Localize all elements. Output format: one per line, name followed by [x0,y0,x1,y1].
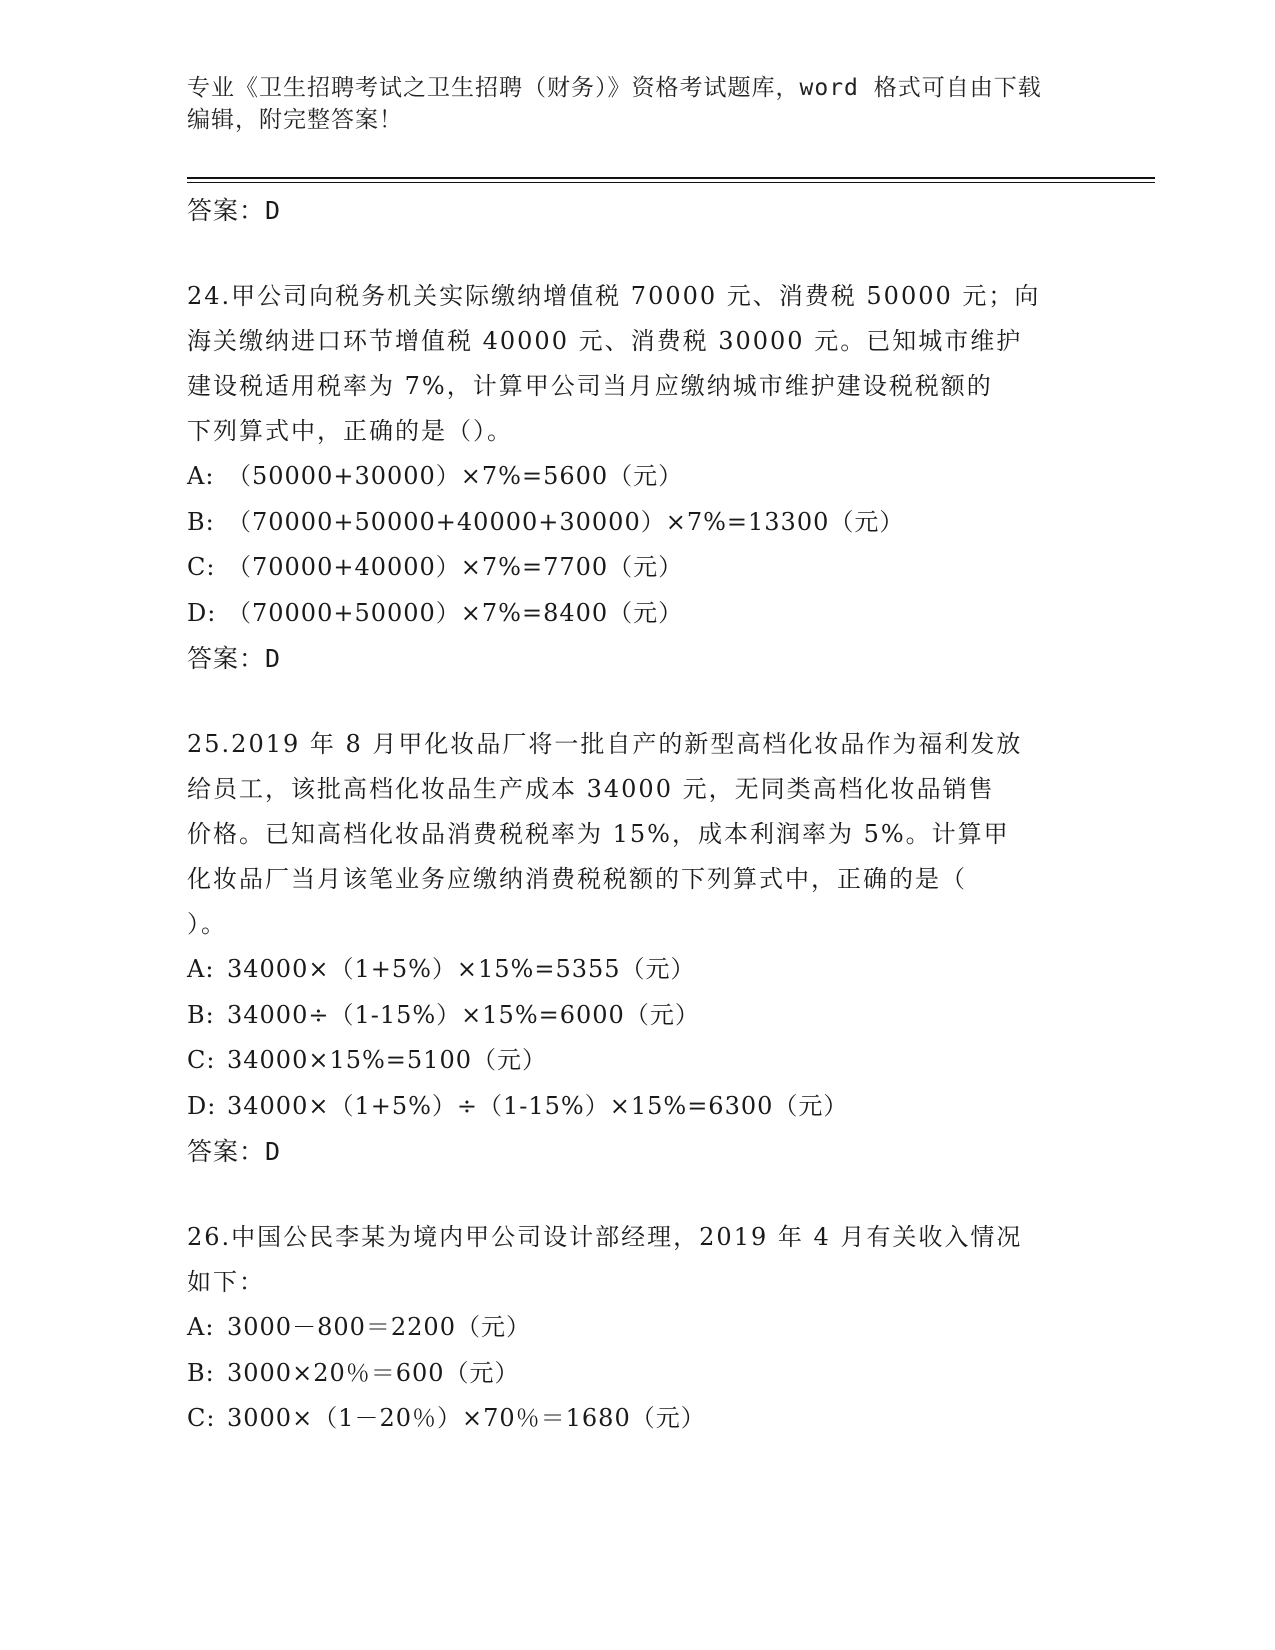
option-b [187,1351,1087,1397]
question-stem [187,722,1087,947]
question-list [187,188,1087,1442]
option-letter: B: [187,1358,215,1387]
stem-line: 化妆品厂当月该笔业务应缴纳消费税税额的下列算式中，正确的是（ [187,865,967,893]
stem-line: 25.2019 年 8 月甲化妆品厂将一批自产的新型高档化妆品作为福利发放 [187,730,1023,758]
option-b [187,500,1087,546]
stem-line: 下列算式中，正确的是（）。 [187,417,513,445]
stem-line: 26.中国公民李某为境内甲公司设计部经理，2019 年 4 月有关收入情况 [187,1223,1023,1251]
option-text: （50000+30000）×7%=5600（元） [227,462,684,490]
header-divider-thin [187,182,1155,183]
header-divider [187,177,1155,179]
option-text: 3000×20％＝600（元） [227,1358,520,1387]
answer-line: 答案：D [187,644,282,673]
option-letter: D: [187,598,217,627]
answer-line: 答案：D [187,196,282,225]
option-letter: C: [187,553,216,581]
stem-line: 价格。已知高档化妆品消费税税率为 15%，成本利润率为 5%。计算甲 [187,820,1010,848]
option-text: （70000+50000）×7%=8400（元） [227,598,684,627]
stem-line: 24.甲公司向税务机关实际缴纳增值税 70000 元、消费税 50000 元；向 [187,282,1041,310]
header-line: 专业《卫生招聘考试之卫生招聘（财务）》资格考试题库，word 格式可自由下载 [187,75,1042,101]
option-letter: A: [187,1313,215,1341]
option-letter: C: [187,1046,216,1074]
stem-line: 如下： [187,1268,265,1296]
option-letter: D: [187,1091,217,1120]
question-25 [187,722,1087,1175]
option-text: （70000+40000）×7%=7700（元） [227,553,684,581]
stem-line: 建设税适用税率为 7%，计算甲公司当月应缴纳城市维护建设税税额的 [187,372,993,400]
option-text: 34000×（1+5%）×15%=5355（元） [227,955,696,983]
option-text: 3000－800＝2200（元） [227,1313,531,1341]
option-c [187,545,1087,591]
option-letter: A: [187,462,215,490]
stem-line: 海关缴纳进口环节增值税 40000 元、消费税 30000 元。已知城市维护 [187,327,1023,355]
option-a [187,947,1087,993]
option-d [187,1084,1087,1130]
option-text: 3000×（1－20％）×70％＝1680（元） [227,1404,706,1432]
option-text: （70000+50000+40000+30000）×7%=13300（元） [227,507,905,536]
answer-line: 答案：D [187,1137,282,1166]
header-line: 编辑，附完整答案！ [187,107,403,133]
stem-line: 给员工，该批高档化妆品生产成本 34000 元，无同类高档化妆品销售 [187,775,995,803]
option-d [187,591,1087,637]
question-26 [187,1215,1087,1442]
option-letter: C: [187,1404,216,1432]
option-letter: B: [187,507,215,536]
option-letter: A: [187,955,215,983]
page-header [187,72,1087,136]
option-a [187,1305,1087,1351]
option-text: 34000÷（1-15%）×15%=6000（元） [227,1000,700,1029]
option-b [187,993,1087,1039]
question-stem [187,1215,1087,1305]
option-a [187,454,1087,500]
question-stem [187,274,1087,454]
stem-line: ）。 [187,910,227,938]
option-text: 34000×15%=5100（元） [227,1046,547,1074]
option-letter: B: [187,1000,215,1029]
option-c [187,1396,1087,1442]
question-24 [187,274,1087,682]
option-c [187,1038,1087,1084]
option-text: 34000×（1+5%）÷（1-15%）×15%=6300（元） [227,1091,849,1120]
